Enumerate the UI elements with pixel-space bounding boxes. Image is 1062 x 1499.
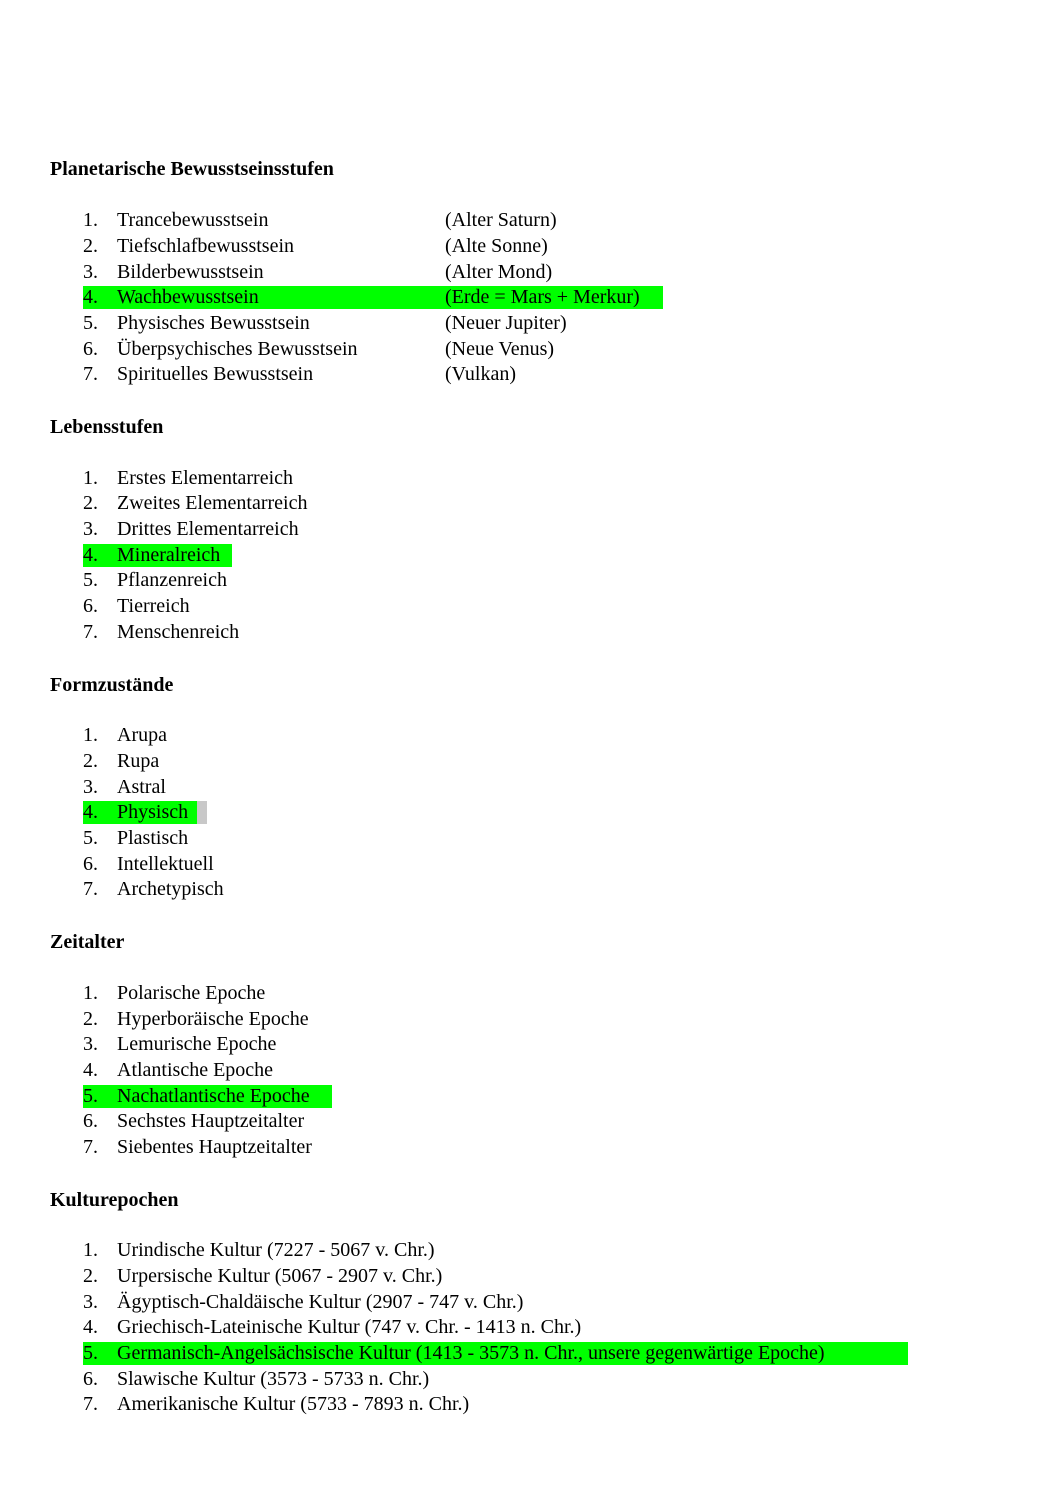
item-text: Sechstes Hauptzeitalter [117, 1110, 305, 1132]
item-number: 4. [83, 544, 98, 566]
item-number: 5. [83, 569, 98, 591]
item-number: 2. [83, 750, 98, 772]
item-text: Hyperboräische Epoche [117, 1008, 309, 1030]
item-text: Pflanzenreich [117, 569, 227, 591]
item-text: Plastisch [117, 827, 189, 849]
item-text: Rupa [117, 750, 160, 772]
item-text: Überpsychisches Bewusstsein [117, 338, 358, 360]
item-number: 1. [83, 724, 98, 746]
item-text: Mineralreich [117, 544, 221, 566]
item-number: 5. [83, 1342, 98, 1364]
item-number: 1. [83, 209, 98, 231]
item-text: Physisches Bewusstsein [117, 312, 310, 334]
item-text: Intellektuell [117, 853, 214, 875]
item-text: Ägyptisch-Chaldäische Kultur (2907 - 747 v. Chr.) [117, 1291, 524, 1313]
list-item-highlighted [83, 544, 232, 567]
item-number: 6. [83, 595, 98, 617]
item-number: 6. [83, 1110, 98, 1132]
list-item-highlighted [83, 1342, 908, 1365]
item-number: 3. [83, 1033, 98, 1055]
item-text: Wachbewusstsein [117, 286, 259, 308]
item-text: Arupa [117, 724, 167, 746]
list-item-highlighted [83, 1085, 332, 1108]
item-text: Atlantische Epoche [117, 1059, 274, 1081]
item-text: Griechisch-Lateinische Kultur (747 v. Chr. - 1413 n. Chr.) [117, 1316, 582, 1338]
item-text: Bilderbewusstsein [117, 261, 264, 283]
item-text: Tierreich [117, 595, 190, 617]
item-number: 5. [83, 1085, 98, 1107]
item-text: Siebentes Hauptzeitalter [117, 1136, 312, 1158]
selection-mark [197, 801, 207, 824]
item-number: 3. [83, 776, 98, 798]
item-text: Amerikanische Kultur (5733 - 7893 n. Chr.) [117, 1393, 470, 1415]
item-number: 3. [83, 1291, 98, 1313]
item-number: 5. [83, 312, 98, 334]
list-item-highlighted [83, 286, 663, 309]
item-note: (Neue Venus) [445, 338, 555, 360]
item-number: 7. [83, 1136, 98, 1158]
item-text: Slawische Kultur (3573 - 5733 n. Chr.) [117, 1368, 430, 1390]
item-text: Spirituelles Bewusstsein [117, 363, 314, 385]
section-heading: Lebensstufen [50, 416, 164, 438]
item-number: 7. [83, 878, 98, 900]
item-number: 6. [83, 853, 98, 875]
item-text: Zweites Elementarreich [117, 492, 308, 514]
item-text: Polarische Epoche [117, 982, 266, 1004]
item-text: Trancebewusstsein [117, 209, 269, 231]
item-note: (Erde = Mars + Merkur) [445, 286, 640, 308]
item-text: Nachatlantische Epoche [117, 1085, 310, 1107]
item-number: 2. [83, 1265, 98, 1287]
item-number: 6. [83, 1368, 98, 1390]
section-heading: Planetarische Bewusstseinsstufen [50, 158, 334, 180]
item-text: Archetypisch [117, 878, 224, 900]
item-note: (Alter Saturn) [445, 209, 557, 231]
item-number: 6. [83, 338, 98, 360]
item-text: Tiefschlafbewusstsein [117, 235, 295, 257]
item-number: 1. [83, 1239, 98, 1261]
item-number: 7. [83, 1393, 98, 1415]
item-note: (Alte Sonne) [445, 235, 548, 257]
item-number: 3. [83, 261, 98, 283]
item-text: Lemurische Epoche [117, 1033, 277, 1055]
item-number: 2. [83, 1008, 98, 1030]
item-text: Urpersische Kultur (5067 - 2907 v. Chr.) [117, 1265, 443, 1287]
item-number: 4. [83, 1059, 98, 1081]
item-note: (Vulkan) [445, 363, 516, 385]
item-text: Urindische Kultur (7227 - 5067 v. Chr.) [117, 1239, 435, 1261]
item-text: Drittes Elementarreich [117, 518, 299, 540]
item-number: 7. [83, 621, 98, 643]
item-text: Astral [117, 776, 166, 798]
item-text: Menschenreich [117, 621, 240, 643]
list-item-highlighted [83, 801, 197, 824]
item-text: Erstes Elementarreich [117, 467, 294, 489]
item-number: 7. [83, 363, 98, 385]
item-number: 5. [83, 827, 98, 849]
item-number: 2. [83, 235, 98, 257]
section-heading: Formzustände [50, 674, 174, 696]
item-note: (Neuer Jupiter) [445, 312, 567, 334]
item-number: 3. [83, 518, 98, 540]
section-heading: Zeitalter [50, 931, 125, 953]
item-number: 2. [83, 492, 98, 514]
item-number: 1. [83, 982, 98, 1004]
item-note: (Alter Mond) [445, 261, 553, 283]
section-heading: Kulturepochen [50, 1189, 179, 1211]
item-number: 1. [83, 467, 98, 489]
item-text: Physisch [117, 801, 189, 823]
item-number: 4. [83, 1316, 98, 1338]
item-number: 4. [83, 801, 98, 823]
item-number: 4. [83, 286, 98, 308]
item-text: Germanisch-Angelsächsische Kultur (1413 - 3573 n. Chr., unsere gegenwärtige Epoche) [117, 1342, 825, 1364]
